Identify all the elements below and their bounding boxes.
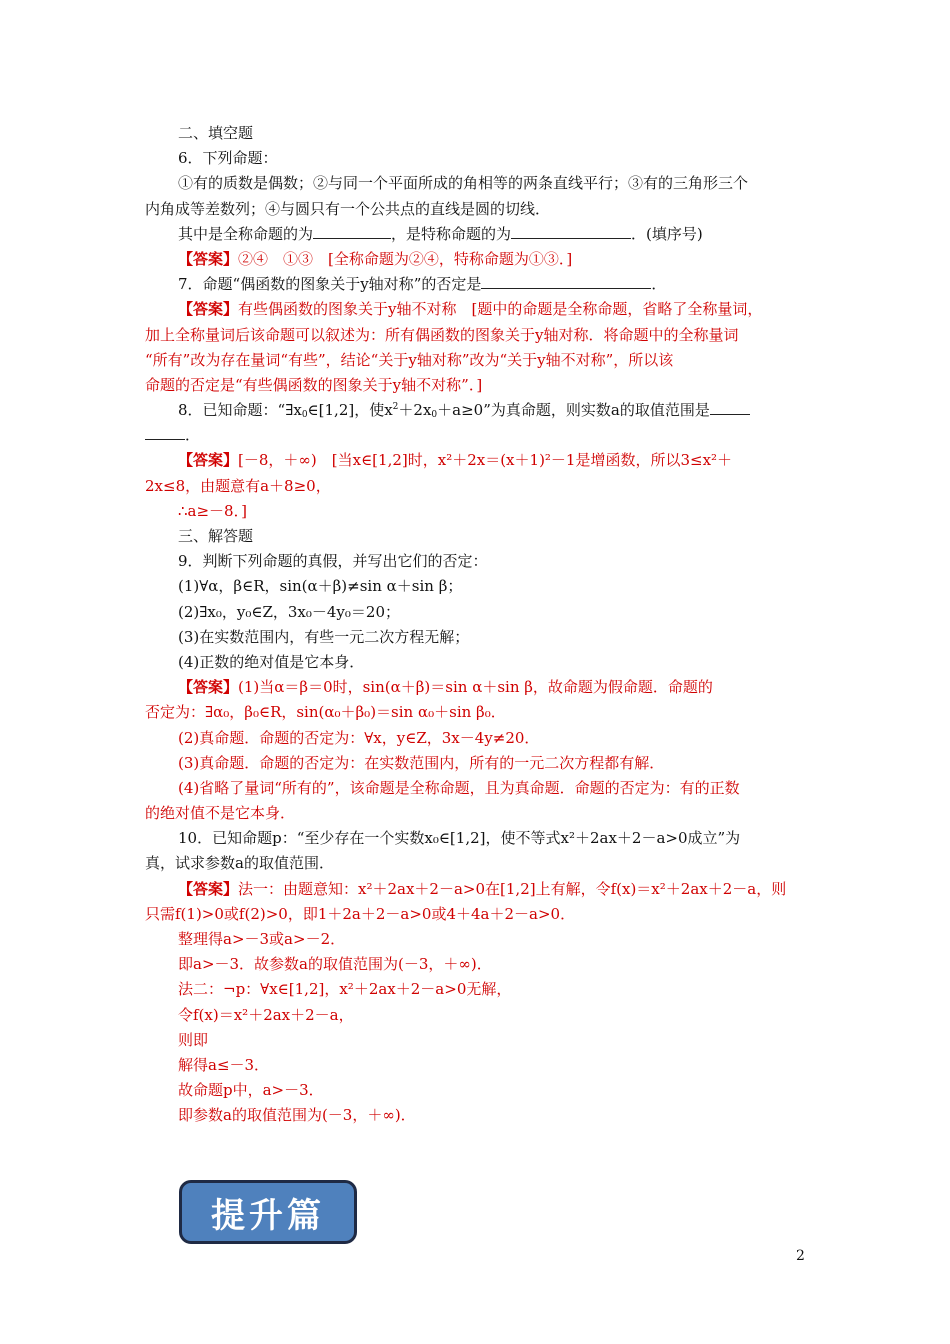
q8-blank-part1 <box>710 399 750 415</box>
q8-stem-part3: ＋2x <box>398 401 432 420</box>
q9-answer-text: (1)当α＝β＝0时，sin(α＋β)＝sin α＋sin β，故命题为假命题．命题的 <box>238 678 713 697</box>
q7-answer-line1 <box>145 297 811 322</box>
q8-stem-part4: ＋a≥0”为真命题，则实数a的取值范围是 <box>437 401 710 420</box>
q10-stem-line1: 10．已知命题p：“至少存在一个实数x₀∈[1,2]，使不等式x²＋2ax＋2－a>0成立”为 <box>178 829 741 848</box>
q8-blank-part2 <box>145 424 185 440</box>
q10-answer-line8: 解得a≤－3． <box>178 1055 270 1074</box>
answer-tag: 【答案】 <box>178 678 239 697</box>
q6-options-line2: 内角成等差数列；④与圆只有一个公共点的直线是圆的切线． <box>145 199 551 218</box>
section-heading-fill-in: 二、填空题 <box>178 124 254 142</box>
q10-answer-line3: 整理得a>－3或a>－2． <box>178 930 346 948</box>
q8-answer-line3: ∴a≥－8．] <box>178 501 247 520</box>
q10-answer-text: 法一：由题意知：x²＋2ax＋2－a>0在[1,2]上有解，令f(x)＝x²＋2ax＋2－a，则 <box>238 879 787 898</box>
q8-answer-line2: 2x≤8，由题意有a＋8≥0， <box>145 476 331 495</box>
q6-prompt-part3: ．(填序号) <box>631 224 703 243</box>
q10-answer-line1 <box>145 877 811 902</box>
q8-stem: 8．已知命题：“$\exists x_0\in[1,2]$，使$x^2+2x_0+a\ge 0$”为真命题，则实数a的取值范围是 <box>145 398 811 423</box>
q7-answer-text: 有些偶函数的图象关于y轴不对称 [题中的命题是全称命题，省略了全称量词， <box>238 300 763 319</box>
answer-tag: 【答案】 <box>178 879 239 898</box>
q6-prompt-part2: ，是特称命题的为 <box>391 224 512 243</box>
q6-stem: 6．下列命题： <box>178 149 278 168</box>
q8-blank-continuation: ． <box>145 423 811 448</box>
q10-answer-line10: 即参数a的取值范围为(－3，＋∞)． <box>178 1106 416 1125</box>
answer-tag: 【答案】 <box>178 300 239 319</box>
section-heading-solutions: 三、解答题 <box>178 527 254 545</box>
q6-prompt <box>145 222 811 247</box>
q7-answer-line2: 加上全称量词后该命题可以叙述为：所有偶函数的图象关于y轴对称．将命题中的全称量词 <box>145 325 739 344</box>
q8-answer-text: [－8，＋∞) [当x∈[1,2]时，x²＋2x＝(x＋1)²－1是增函数，所以3≤x²＋ <box>238 451 733 470</box>
q9-prop1: (1)∀α，β∈R，sin(α＋β)≠sin α＋sin β； <box>178 577 463 596</box>
q7-answer-line3: “所有”改为存在量词“有些”，结论“关于y轴对称”改为“关于y轴不对称”，所以该 <box>145 350 674 369</box>
answer-tag: 【答案】 <box>178 451 239 470</box>
q7-stem: 7．命题“偶函数的图象关于y轴对称”的否定是 ． <box>178 275 667 294</box>
q6-answer <box>145 247 811 272</box>
q9-answer-4-line1: (4)省略了量词“所有的”，该命题是全称命题，且为真命题．命题的否定为：有的正数 <box>178 778 740 797</box>
q6-blank-existential <box>511 223 631 239</box>
q10-answer-line5: 法二：¬p：∀x∈[1,2]，x²＋2ax＋2－a>0无解， <box>178 980 512 999</box>
q6-prompt-part1: 其中是全称命题的为 <box>178 224 314 243</box>
q9-stem: 9．判断下列命题的真假，并写出它们的否定： <box>178 552 488 571</box>
q7-stem-text: 7．命题“偶函数的图象关于y轴对称”的否定是 <box>178 275 482 294</box>
q9-answer-line1 <box>145 675 811 700</box>
q9-prop3: (3)在实数范围内，有些一元二次方程无解； <box>178 627 470 646</box>
section-banner-advanced <box>179 1180 357 1244</box>
q6-blank-universal <box>313 223 391 239</box>
answer-tag: 【答案】 <box>178 249 239 268</box>
q10-answer-line4: 即a>－3．故参数a的取值范围为(－3，＋∞)． <box>178 955 492 974</box>
q10-answer-line2: 只需f(1)>0或f(2)>0，即1＋2a＋2－a>0或4＋4a＋2－a>0． <box>145 904 576 923</box>
q10-stem-line2: 真，试求参数a的取值范围． <box>145 854 334 873</box>
q9-answer-3: (3)真命题．命题的否定为：在实数范围内，所有的一元二次方程都有解． <box>178 753 665 772</box>
exercise-content <box>145 121 811 1129</box>
q7-answer-line4: 命题的否定是“有些偶函数的图象关于y轴不对称”．] <box>145 375 483 394</box>
q10-answer-line7: 则即 <box>178 1030 209 1049</box>
q9-answer-line2: 否定为：∃α₀，β₀∈R，sin(α₀＋β₀)＝sin α₀＋sin β₀． <box>145 703 506 722</box>
q9-prop4: (4)正数的绝对值是它本身． <box>178 652 365 671</box>
q8-stem-part1: 8．已知命题：“∃x <box>178 401 302 420</box>
q10-answer-line9: 故命题p中，a>－3． <box>178 1081 324 1100</box>
page-number: 2 <box>796 1248 805 1264</box>
q8-answer-line1 <box>145 448 811 473</box>
q8-stem-part2: ∈[1,2]，使x <box>307 401 393 420</box>
q9-answer-4-line2: 的绝对值不是它本身． <box>145 804 296 823</box>
q6-answer-text: ②④ ①③ [全称命题为②④，特称命题为①③．] <box>238 249 573 268</box>
section-banner-label: 提升篇 <box>211 1195 325 1236</box>
q9-prop2: (2)∃x₀，y₀∈Z，3x₀－4y₀＝20； <box>178 602 401 621</box>
q6-options-line1: ①有的质数是偶数；②与同一个平面所成的角相等的两条直线平行；③有的三角形三个 <box>178 174 749 193</box>
q7-blank <box>481 273 651 289</box>
q10-answer-line6: 令f(x)＝x²＋2ax＋2－a， <box>178 1005 354 1024</box>
q9-answer-2: (2)真命题．命题的否定为：∀x，y∈Z，3x－4y≠20． <box>178 728 540 747</box>
